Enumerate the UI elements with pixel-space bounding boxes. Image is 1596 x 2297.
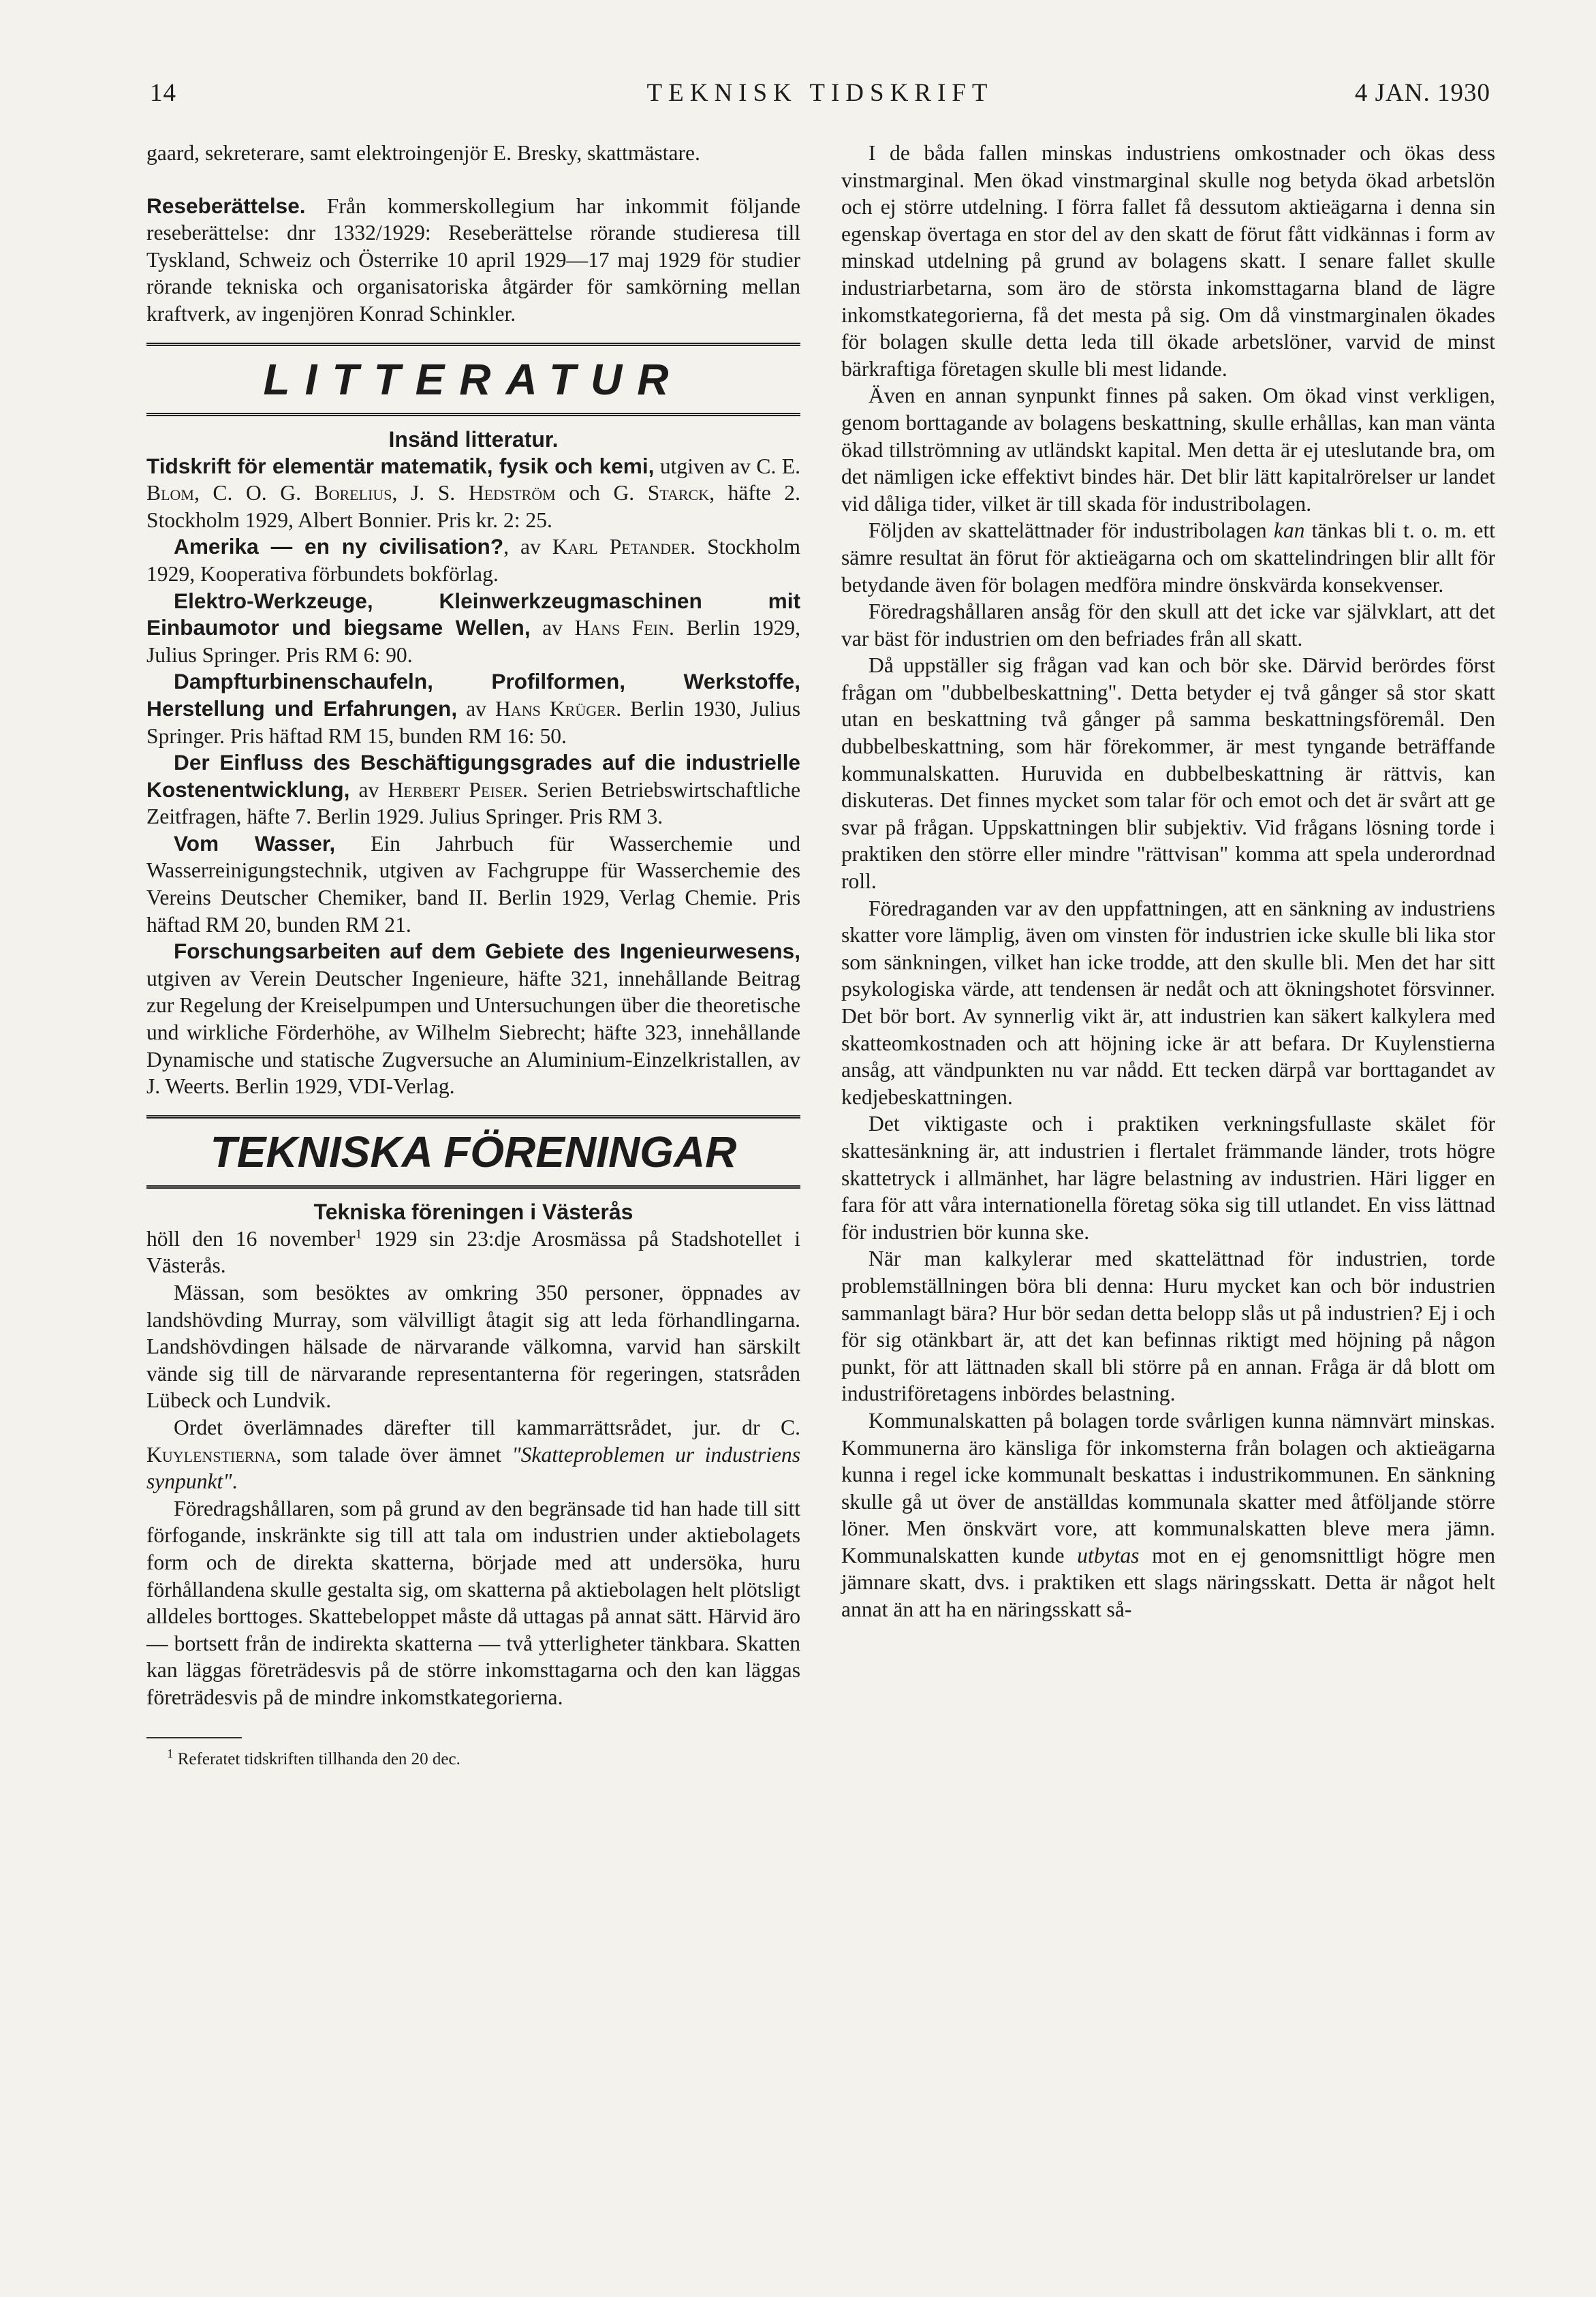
bib-entry (146, 453, 800, 534)
paragraph: Föredraganden var av den uppfattningen, att en sänkning av industriens skatter vore lämplig, även om vinsten för industrien icke skulle bli lika stor som sänkningen, vilket han icke trodde, att den skulle bli. Men det har sitt psykologiska värde, att tendensen är nedåt och att ökningshotet försvinner. Det bör bort. Av synnerlig vikt är, att industrien kan säkert kalkylera med skatteomkostnaden och att höjning icke är att befara. Dr Kuylenstierna ansåg, att vändpunkten nu var nådd. Ett tecken därpå var borttagandet av kedjebeskattningen. (841, 896, 1495, 1109)
footnote-rule (146, 1737, 242, 1738)
bib-text: av (530, 616, 575, 640)
bib-entry (146, 938, 800, 1100)
text-run: Följden av skattelättnader för industribolagen (869, 518, 1274, 543)
paragraph: I de båda fallen minskas industriens omkostnader och ökas dess vinstmarginal. Men ökad vinstmarginal skulle nog betyda ökad arbetslön och ej större utdelning. I förra fallet få dessutom aktieägarna i denna sin egenskap övertaga en stor del av den skatt de förut fått vidkännas i form av minskad utdelning på grund av bolagens skatt. I senare fallet skulle industriarbetarna, som äro de största inkomsttagarna bland de lägre inkomstkategorierna, få det mesta på sig. Om då vinstmarginalen ökades för bolagen skulle detta leda till ökade arbetslöner, varvid de minst bärkraftiga företagen skulle bli mest lidande. (841, 141, 1495, 381)
bib-author: G. Starck (613, 481, 710, 505)
bib-text: , häfte 2. Stockholm 1929, Albert Bonnier. Pris kr. 2: 25. (146, 481, 800, 532)
bib-author: Hans Fein (574, 616, 670, 640)
paragraph: Även en annan synpunkt finnes på saken. Om ökad vinst verkligen, genom borttagande av bolagens beskattning, skulle erhållas, kan man vänta ökad tillströmning av utländskt kapital. Men detta är ej uteslutande bra, om det nämligen icke effektivt bindes här. Det blir lätt kapitalrörelser ur landet vid dåliga tider, vilket är till skada för industribolagen. (841, 384, 1495, 516)
paragraph: Då uppställer sig frågan vad kan och bör ske. Därvid berördes först frågan om "dubbelbeskattning". Detta betyder ej två gånger så stor skatt utan en beskattning två gånger på samma beskattningsföremål. Den dubbelbeskattning, som här förekommer, är mest tyngande beträffande kommunalskatten. Huruvida en dubbelbeskattning är rättvis, kan diskuteras. Det finnes mycket som talar för och emot och det är svårt att ge svar på frågan. Uppskattningen blir subjektiv. Vid frågans lösning torde i praktiken den större eller mindre "rättvisan" komma att spela underordnad roll. (841, 653, 1495, 894)
vasteras-paragraph-4: Föredragshållaren, som på grund av den begränsade tid han hade till sitt förfogande, inskränkte sig till att tala om industrien under aktiebolagets form och de direkta skatterna, började med att undersöka, huru förhållandena skulle gestalta sig, om skatterna på aktiebolagen helt plötsligt alldeles borttoges. Skattebeloppet måste då uttagas på annat sätt. Härvid äro — bortsett från de indirekta skatterna — två ytterligheter tänkbara. Skatten kan läggas företrädesvis på de större inkomsttagarna och den kan läggas företrädesvis på de mindre inkomstkategorierna. (146, 1496, 800, 1709)
footnote-mark: 1 (167, 1747, 174, 1762)
bib-title: Forschungsarbeiten auf dem Gebiete des Ingenieurwesens, (174, 939, 800, 964)
paragraph: När man kalkylerar med skattelättnad för industrien, torde problemställningen böra bli denna: Huru mycket kan och bör industrien sammanlagt bära? Hur bör sedan detta belopp slås ut på industrien? Ej i och för sig otänkbart är, att det kan befinnas riktigt med höjning på någon punkt, för att lättnaden skall bli större på en annan. Fråga är då blott om industriföretagens inbördes belastning. (841, 1247, 1495, 1406)
bib-title: Tidskrift för elementär matematik, fysik och kemi, (146, 453, 655, 478)
insand-heading: Insänd litteratur. (388, 426, 559, 452)
bib-text: och (555, 481, 614, 505)
footnote-text: Referatet tidskriften tillhanda den 20 dec. (173, 1749, 460, 1768)
bib-title: Vom Wasser, (174, 830, 336, 856)
emphasis: utbytas (1077, 1543, 1140, 1567)
bib-title: Dampfturbinenschaufeln, Profilformen, Werkstoffe, Herstellung und Erfahrungen, (146, 669, 800, 721)
paragraph (841, 517, 1495, 598)
lecture-title: "Skatteproblemen ur industriens synpunkt" (146, 1442, 801, 1494)
bib-entry (146, 830, 800, 938)
running-head (150, 78, 1490, 119)
text-run: höll den 16 november (146, 1226, 356, 1251)
paragraph: Det viktigaste och i praktiken verkningsfullaste skälet för skattesänkning är, att industrien i flertalet främmande länder, trots högre skattetryck i allmänhet, har lägre belastning av industrien. Häri ligger en fara för att våra internationella företag söka sig till utlandet. En viss lättnad för industrien bör kunna ske. (841, 1112, 1495, 1244)
vasteras-paragraph-1 (146, 1225, 800, 1279)
bib-entry (146, 588, 800, 669)
bib-title: Amerika — en ny civilisation? (174, 534, 504, 559)
text-run: mot en ej genomsnittligt högre men jämnare skatt, dvs. i praktiken ett slags näringsskatt. Detta är något helt annat än att ha en näringsskatt så- (841, 1543, 1495, 1622)
footnote (146, 1748, 800, 1771)
vasteras-paragraph-2: Mässan, som besöktes av omkring 350 personer, öppnades av landshövding Murray, som välvilligt åtagit sig att leda förhandlingarna. Landshövdingen hälsade de närvarande välkomna, varvid han särskilt vände sig till de närvarande representanterna för regeringen, statsråden Lübeck och Lundvik. (146, 1281, 800, 1413)
litteratur-banner: LITTERATUR (146, 343, 800, 416)
bibliography-list (146, 453, 800, 1100)
text-run: 1929 sin 23:dje Arosmässa på Stadshotellet i Västerås. (146, 1226, 800, 1278)
bib-text: , av (503, 535, 552, 559)
foreningar-banner: TEKNISKA FÖRENINGAR (146, 1115, 800, 1189)
bib-text: av (349, 777, 388, 802)
bib-text: utgiven av Verein Deutscher Ingenieure, häfte 321, innehållande Beitrag zur Regelung der Kreiselpumpen und Untersuchungen über die theoretische und wirkliche Förderhöhe, av Wilhelm Siebrecht; häfte 323, innehållande Dynamische und statische Zugversuche an Aluminium-Einzelkristallen, av J. Weerts. Berlin 1929, VDI-Verlag. (146, 966, 800, 1099)
reseberattelse-paragraph (146, 193, 800, 328)
left-column (146, 140, 800, 1771)
paragraph (841, 1407, 1495, 1623)
bib-entry (146, 749, 800, 830)
text-run: tänkas bli t. o. m. ett sämre resultat än förut för aktieägarna och om skattelindringen blir allt för betydande även för bolagen medföra mindre önskvärda konsekvenser. (841, 518, 1496, 597)
journal-title: TEKNISK TIDSKRIFT (646, 79, 994, 107)
text-run: , som talade över ämnet (276, 1442, 512, 1467)
reseberattelse-label: Reseberättelse. (146, 193, 306, 218)
vasteras-heading: Tekniska föreningen i Västerås (313, 1199, 633, 1224)
bib-entry (146, 668, 800, 749)
bib-entry (146, 533, 800, 587)
bib-text: Ein Jahrbuch für Wasserchemie und Wasserreinigungstechnik, utgiven av Fachgruppe für Wasserchemie des Vereins Deutscher Chemiker, band II. Berlin 1929, Verlag Chemie. Pris häftad RM 20, bunden RM 21. (146, 831, 800, 937)
bib-author: Karl Petander (552, 535, 691, 559)
text-run: Ordet överlämnades därefter till kammarrättsrådet, jur. dr (174, 1415, 781, 1439)
text-run: Kommunalskatten på bolagen torde svårligen kunna nämnvärt minskas. Kommunerna äro känsliga för inkomsterna från bolagen och aktieägarna kunna i regel icke kommunalt beskattas i industrikommunen. En sänkning skulle gå ut över de anställdas kommunala skatter med åtföljande större löner. Men önskvärt vore, att kommunalskatten bleve mera jämn. Kommunalskatten kunde (841, 1408, 1495, 1567)
bib-text: . Serien Betriebswirtschaftliche Zeitfragen, häfte 7. Berlin 1929. Julius Springer. Pris RM 3. (146, 777, 800, 829)
emphasis: kan (1273, 518, 1305, 543)
speaker-name: C. Kuylenstierna (146, 1415, 800, 1467)
bib-title: Der Einfluss des Beschäftigungsgrades auf die industrielle Kostenentwicklung, (146, 750, 800, 802)
right-column (841, 140, 1495, 1623)
bib-author: Hans Krüger (495, 696, 616, 721)
text-run: . (232, 1469, 238, 1494)
page-number: 14 (150, 79, 176, 107)
bib-text: utgiven av (654, 454, 757, 478)
bib-author: Herbert Peiser (388, 777, 523, 802)
bib-text: . Berlin 1930, Julius Springer. Pris häftad RM 15, bunden RM 16: 50. (146, 696, 800, 748)
bib-title: Elektro-Werkzeuge, Kleinwerkzeugmaschinen mit Einbaumotor und biegsame Wellen, (146, 588, 800, 640)
bib-text: av (457, 696, 495, 721)
paragraph: Föredragshållaren ansåg för den skull att det icke var självklart, att det var bäst för industrien om den befriades från all skatt. (841, 599, 1495, 651)
vasteras-paragraph-3 (146, 1414, 800, 1495)
intro-paragraph: gaard, sekreterare, samt elektroingenjör E. Bresky, skattmästare. (146, 141, 700, 165)
bib-author: C. E. Blom, C. O. G. Borelius, J. S. Hedström (146, 454, 800, 505)
bib-text: . Berlin 1929, Julius Springer. Pris RM 6: 90. (146, 616, 800, 667)
reseberattelse-text: Från kommerskollegium har inkommit följande reseberättelse: dnr 1332/1929: Reseberättelse rörande studieresa till Tyskland, Schweiz och Österrike 10 april 1929—17 maj 1929 för studier rörande tekniska och organisatoriska åtgärder för samkörning mellan kraftverk, av ingenjören Konrad Schinkler. (146, 193, 800, 326)
footnote-ref: 1 (355, 1227, 362, 1242)
bib-text: . Stockholm 1929, Kooperativa förbundets bokförlag. (146, 535, 801, 586)
issue-date: 4 JAN. 1930 (1354, 79, 1490, 107)
